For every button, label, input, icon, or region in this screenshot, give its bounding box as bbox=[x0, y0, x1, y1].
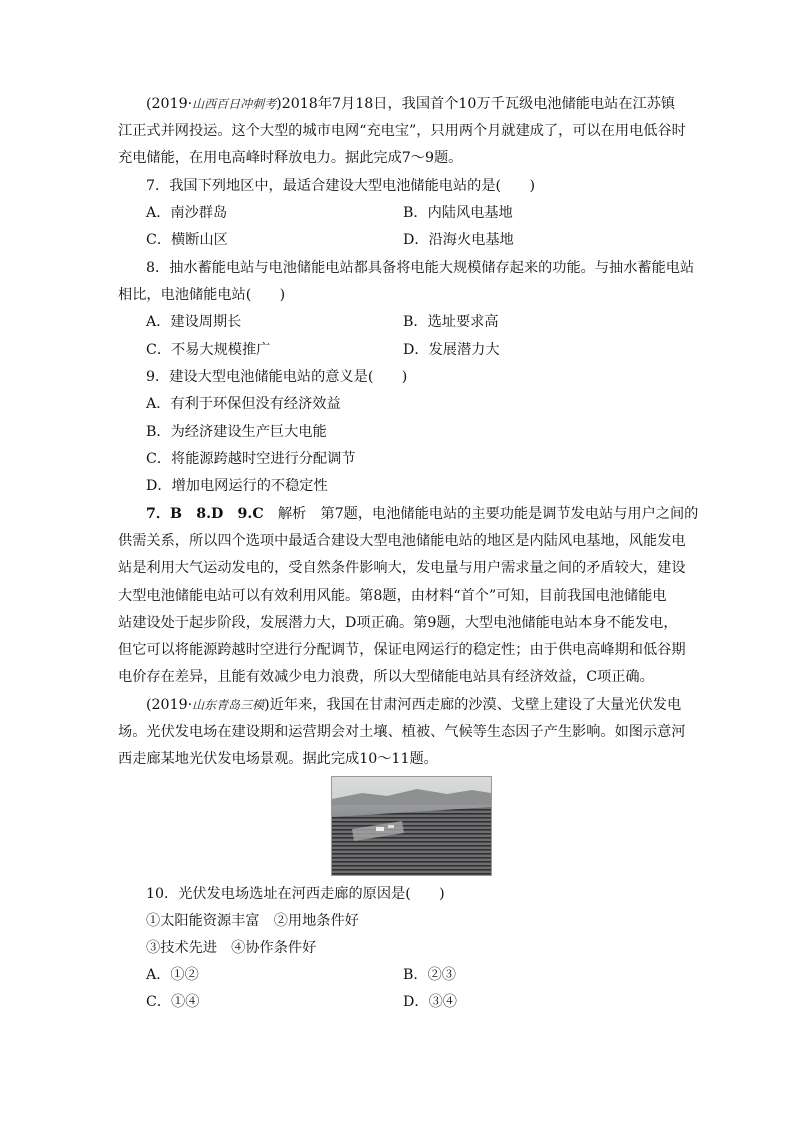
answer-line-1 bbox=[146, 504, 698, 524]
answer-line-6: 但它可以将能源跨越时空进行分配调节，保证电网运行的稳定性；由于供电高峰期和低谷期 bbox=[118, 642, 686, 658]
question-10-statements-1: ①太阳能资源丰富 ②用地条件好 bbox=[146, 913, 359, 929]
source-year: (2019· bbox=[146, 697, 193, 713]
question-10-stem: 10．光伏发电场选址在河西走廊的原因是( ) bbox=[146, 886, 445, 902]
intro-paragraph-1-line-2: 江正式并网投运。这个大型的城市电网“充电宝”，只用两个月就建成了，可以在用电低谷时 bbox=[118, 123, 686, 139]
question-8-option-b: B．选址要求高 bbox=[403, 314, 499, 330]
intro-paragraph-2-line-1 bbox=[146, 695, 681, 715]
answer-line-4: 大型电池储能电站可以有效利用风能。第8题，由材料“首个”可知，目前我国电池储能电 bbox=[118, 588, 667, 604]
source-name: 山西百日冲刺考 bbox=[192, 97, 277, 111]
question-10-option-d: D．③④ bbox=[403, 994, 457, 1010]
question-10-statements-2: ③技术先进 ④协作条件好 bbox=[146, 940, 317, 956]
answer-keys: 7．B 8.D 9.C bbox=[146, 506, 264, 522]
question-7-option-c: C．横断山区 bbox=[146, 232, 228, 248]
question-10-option-c: C．①④ bbox=[146, 994, 200, 1010]
intro-paragraph-1-line-1 bbox=[146, 94, 675, 114]
source-year: (2019· bbox=[146, 96, 193, 112]
question-9-option-d: D．增加电网运行的不稳定性 bbox=[146, 478, 328, 494]
source-name: 山东青岛三模 bbox=[192, 698, 265, 712]
intro-paragraph-1-line-3: 充电储能，在用电高峰时释放电力。据此完成7～9题。 bbox=[118, 150, 463, 166]
question-8-option-d: D．发展潜力大 bbox=[403, 342, 500, 358]
question-7-option-d: D．沿海火电基地 bbox=[403, 232, 514, 248]
question-7-stem: 7．我国下列地区中，最适合建设大型电池储能电站的是( ) bbox=[146, 178, 535, 194]
intro-paragraph-2-line-2: 场。光伏发电场在建设期和运营期会对土壤、植被、气候等生态因子产生影响。如图示意河 bbox=[118, 724, 686, 740]
answer-line-3: 站是利用大气运动发电的，受自然条件影响大，发电量与用户需求量之间的矛盾较大，建设 bbox=[118, 560, 686, 576]
question-9-option-c: C．将能源跨越时空进行分配调节 bbox=[146, 451, 356, 467]
question-8-option-c: C．不易大规模推广 bbox=[146, 342, 271, 358]
question-9-stem: 9．建设大型电池储能电站的意义是( ) bbox=[146, 369, 408, 385]
intro-text: )近年来，我国在甘肃河西走廊的沙漠、戈壁上建设了大量光伏发电 bbox=[264, 697, 682, 713]
question-8-option-a: A．建设周期长 bbox=[146, 314, 242, 330]
intro-text: )2018年7月18日，我国首个10万千瓦级电池储能电站在江苏镇 bbox=[276, 96, 676, 112]
question-10-option-b: B．②③ bbox=[403, 967, 456, 983]
explanation-text: 第7题，电池储能电站的主要功能是调节发电站与用户之间的 bbox=[320, 506, 699, 522]
question-7-option-a: A．南沙群岛 bbox=[146, 205, 228, 221]
question-8-stem-line-2: 相比，电池储能电站( ) bbox=[118, 287, 286, 303]
question-9-option-a: A．有利于环保但没有经济效益 bbox=[146, 396, 341, 412]
intro-paragraph-2-line-3: 西走廊某地光伏发电场景观。据此完成10～11题。 bbox=[118, 751, 438, 767]
question-8-stem-line-1: 8．抽水蓄能电站与电池储能电站都具备将电能大规模储存起来的功能。与抽水蓄能电站 bbox=[146, 260, 695, 276]
question-9-option-b: B．为经济建设生产巨大电能 bbox=[146, 424, 327, 440]
question-10-option-a: A．①② bbox=[146, 967, 199, 983]
answer-line-5: 站建设处于起步阶段，发展潜力大，D项正确。第9题，大型电池储能电站本身不能发电， bbox=[118, 615, 678, 631]
solar-farm-photo bbox=[331, 776, 492, 876]
question-7-option-b: B．内陆风电基地 bbox=[403, 205, 513, 221]
answer-line-2: 供需关系，所以四个选项中最适合建设大型电池储能电站的地区是内陆风电基地，风能发电 bbox=[118, 533, 686, 549]
explanation-label: 解析 bbox=[277, 506, 307, 522]
answer-line-7: 电价存在差异，且能有效减少电力浪费，所以大型储能电站具有经济效益，C项正确。 bbox=[118, 669, 654, 685]
